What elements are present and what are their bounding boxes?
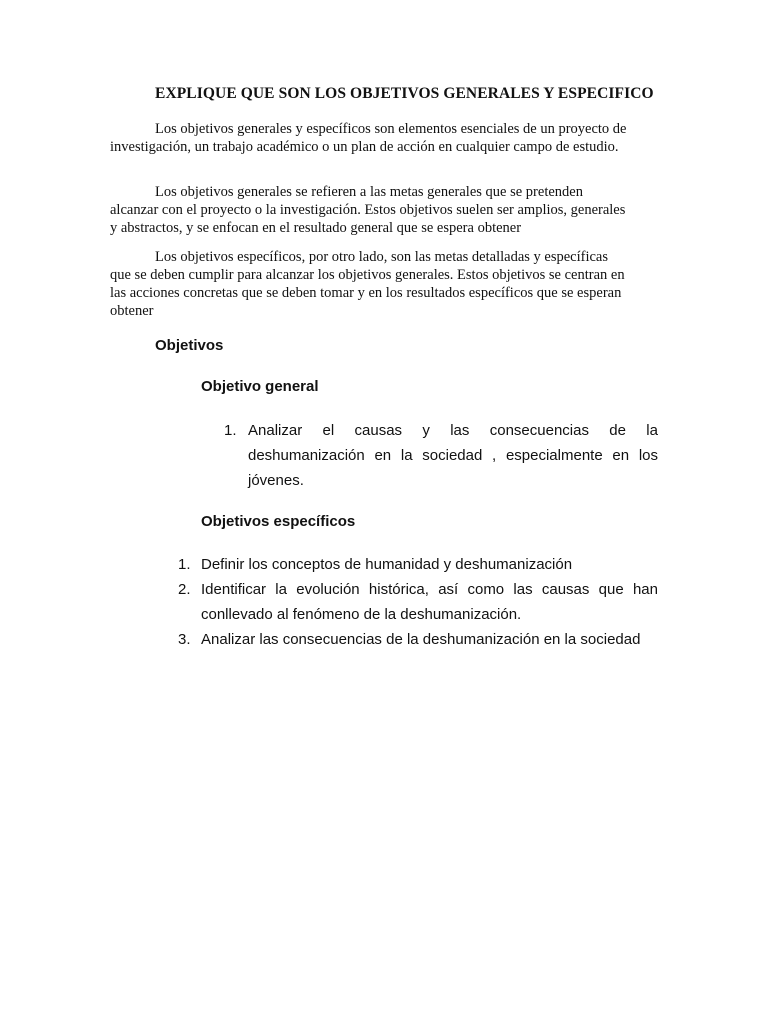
list-item-text: Definir los conceptos de humanidad y deshumanización (201, 556, 573, 573)
list-item-number: 1. (224, 422, 237, 439)
list-item (155, 577, 658, 627)
paragraph-specific-objectives: Los objetivos específicos, por otro lado, son las metas detalladas y específicas que se deben cumplir para alcanzar los objetivos generales. Estos objetivos se centran en las acciones concretas que se deben tomar y en los resultados específicos que se esperan obtener (110, 249, 625, 319)
list-item-number: 3. (178, 631, 191, 648)
list-item (155, 552, 658, 577)
list-item-number: 1. (178, 556, 191, 573)
paragraph-intro: Los objetivos generales y específicos son elementos esenciales de un proyecto de investigación, un trabajo académico o un plan de acción en cualquier campo de estudio. (110, 121, 627, 155)
list-item-text: Analizar el causas y las consecuencias de la deshumanización en la sociedad , especialmente en los jóvenes. (248, 422, 658, 489)
list-item-text: Analizar las consecuencias de la deshumanización en la sociedad (201, 631, 641, 648)
list-item-text: Identificar la evolución histórica, así como las causas que han conllevado al fenómeno de la deshumanización. (201, 581, 658, 623)
objetivos-heading: Objetivos (155, 337, 224, 354)
document-title: EXPLIQUE QUE SON LOS OBJETIVOS GENERALES Y ESPECIFICO (155, 85, 654, 102)
objetivo-general-heading: Objetivo general (201, 378, 319, 395)
list-item-number: 2. (178, 581, 191, 598)
paragraph-general-objectives: Los objetivos generales se refieren a las metas generales que se pretenden alcanzar con el proyecto o la investigación. Estos objetivos suelen ser amplios, generales y abstractos, y se enfocan en el resultado general que se espera obtener (110, 184, 626, 236)
list-item (155, 627, 658, 652)
list-item (201, 418, 658, 493)
general-objectives-list (201, 418, 658, 493)
objetivos-especificos-heading: Objetivos específicos (201, 513, 356, 530)
specific-objectives-list (155, 552, 658, 652)
